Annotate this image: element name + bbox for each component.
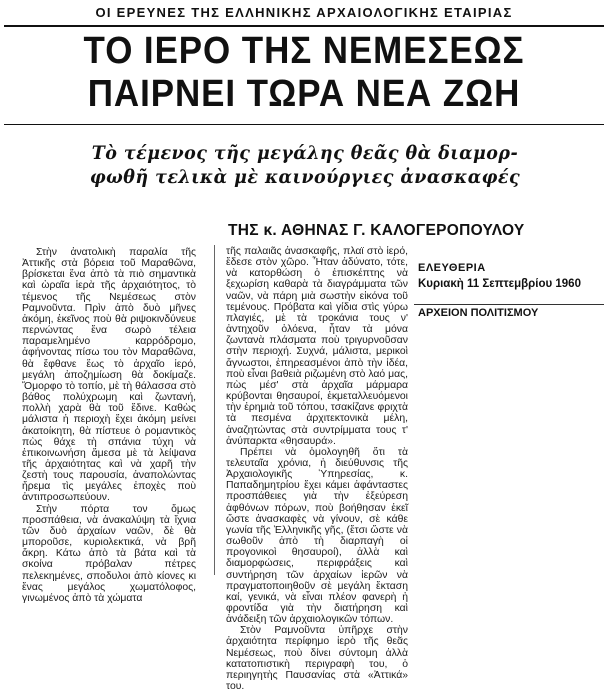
paragraph: Στὴν πόρτα τον ὅμως προσπάθεια, νὰ ἀνακαλύψη τὰ ἴχνια τῶν δυὸ ἀρχαίων ναῶν, δὲ θὰ μποροῦσε, κυριολεκτικά, νὰ βρῆ ἄκρη. Κάτω ἀπὸ τὰ βάτα καὶ τὰ σκοίνα πρόβαλαν πέτρες πελεκημένες, σποδυλοι ἀπὸ κίονες κι ἕνας μεγάλος χωματόλοφος, γινωμένος ἀπὸ τὰ χώματα xyxy=(22,503,196,604)
subhead-line-1: Τὸ τέμενος τῆς μεγάλης θεᾶς θὰ διαμορ- xyxy=(91,142,519,164)
source-info xyxy=(418,262,602,319)
publication-date: Κυριακὴ 11 Σεπτεμβρίου 1960 xyxy=(418,278,581,290)
article-column-1 xyxy=(22,247,196,604)
subhead-line-2: φωθῆ τελικὰ μὲ καινούργιες ἀνασκαφές xyxy=(89,166,521,188)
paragraph: τῆς παλαιᾶς ἀνασκαφῆς, πλαϊ στὸ ἱερό, ἔδεσε στὸν χῶρο. Ἦταν ἀδύνατο, τότε, νὰ κατορθώση ὁ ἐπισκέπτης νὰ ξεχωρίση καθαρὰ τὰ διαγράμματα τῶν ναῶν, νὰ πάρη μιὰ σωστὴν εἰκόνα τοῦ τεμένους. Πρόβατα καὶ γίδια στὶς γύρω πλαγιές, μὲ τὰ τροκάνια τους ν' ἀντηχοῦν ὁλόενα, ἦταν τὰ μόνα ζωντανὰ πλάσματα ποὺ τριγυρνοῦσαν στὴν περιοχή. Συχνά, μάλιστα, μερικοὶ ἄγνωστοι, ἐπηρεασμένοι ἀπὸ τὴν ἰδέα, ποὺ εἶναι βαθειὰ ριζωμένη στὸ λαό μας, πὼς μέσ' στὰ ἀρχαῖα μάρμαρα κρύβονται θησαυροί, ἐκμεταλλευόμενοι τὴν ἐρημιὰ τοῦ τόπου, τσακίζανε φριχτὰ τὰ πεσμένα ἀρχιτεκτονικὰ μέλη, ἀναζητώντας στὰ συντρίμματα τους τ' ἀνύπαρκτα «θησαυρά». xyxy=(226,246,408,447)
archive-label: ΑΡΧΕΙΟΝ ΠΟΛΙΤΙΣΜΟΥ xyxy=(418,307,539,319)
column-divider xyxy=(214,245,215,575)
paragraph: Στὸν Ραμνοῦντα ὑπῆρχε στὴν ἀρχαιότητα περίφημο ἱερὸ τῆς θεᾶς Νεμέσεως, ποὺ δίνει σύντομη ἀλλὰ κατατοπιστικὴ περιγραφὴ του, ὁ περιηγητὴς Παυσανίας στὰ «Ἀττικά» του. xyxy=(226,625,408,692)
article-column-2 xyxy=(226,246,408,692)
paragraph: Στὴν ἀνατολικὴ παραλία τῆς Ἀττικῆς στὰ βόρεια τοῦ Μαραθῶνα, βρίσκεται ἕνα ἀπὸ τὰ πιὸ σημαντικὰ καὶ ὡραῖα ἱερὰ τῆς ἀρχαιότητος, τὸ τέμενος τῆς Νεμέσεως στὸν Ραμνοῦντα. Πρὶν ἀπὸ δυὸ μῆνες ἀκόμη, ἐκεῖνος ποὺ θὰ ριψοκινδύνευε περνώντας ἕνα σωρὸ τέλεια παραμελημένο καρρόδρομο, ἀφήνοντας πίσω του τὸν Μαραθῶνα, θὰ ἔφθανε ἕως τὸ ἀρχαῖο ἱερό, μεγάλη ἀποζημίωση θὰ δοκίμαζε. Ὅμορφο τὸ τοπίο, μὲ τὴ θάλασσα στὸ βάθος πολύχρωμη καὶ ζωντανή, πολλὴ χαρὰ θὰ τοῦ ἔδινε. Καθὼς μάλιστα ἡ περιοχὴ ἔχει ἀκόμη μείνει ἀκατοίκητη, θὰ πίστευε ὁ ρομαντικὸς πὼς θάχε τὴ σπάνια τύχη νὰ ἐπικοινωνήση ἄμεσα μὲ τὰ λείψανα τῆς ἀρχαιότητας καὶ νὰ χαρῆ τὴν ζεστὴ τους παρουσία, ἀναπολώντας ἤρεμα τὶς μεγάλες ἐποχὲς ποὺ ἀντιπροσωπεύουν. xyxy=(22,247,196,504)
kicker-line: ΟΙ ΕΡΕΥΝΕΣ ΤΗΣ ΕΛΛΗΝΙΚΗΣ ΑΡΧΑΙΟΛΟΓΙΚΗΣ ΕΤΑΙΡΙΑΣ xyxy=(95,5,513,20)
byline: ΤΗΣ κ. ΑΘΗΝΑΣ Γ. ΚΑΛΟΓΕΡΟΠΟΥΛΟΥ xyxy=(228,222,525,239)
publication-name: ΕΛΕΥΘΕΡΙΑ xyxy=(418,262,486,274)
headline-rule xyxy=(4,124,604,125)
top-rule xyxy=(4,25,604,27)
headline-line-2: ΠΑΙΡΝΕΙ ΤΩΡΑ ΝΕΑ ΖΩΗ xyxy=(87,73,521,115)
paragraph: Πρέπει νὰ ὁμολογηθῆ ὅτι τὰ τελευταῖα χρόνια, ἡ διεύθυνσις τῆς Ἀρχαιολογικῆς Ὑπηρεσίας, κ. Παπαδημητρίου ἔχει κάμει ἀφάνταστες προσπάθειες γιὰ τὴν ἐξεύρεση ἀφθόνων πόρων, ποὺ βοήθησαν ἐκεῖ ὥστε ἀνασκαφὲς νὰ γίνουν, σὲ κάθε γωνία τῆς Ἑλληνικῆς γῆς, (ἔτσι ὥστε νὰ σωθοῦν ἀπὸ τὴ διαρπαγὴ οἱ προγονικοὶ θησαυροί), ἀλλὰ καὶ διαμορφώσεις, περιφράξεις καὶ συντήρηση τῶν ἀρχαίων ἱερῶν νὰ πραγματοποιηθοῦν σὲ μεγάλη ἔκταση καί, γενικά, νὰ εἶναι πλέον φανερὴ ἡ φροντίδα γιὰ τὴν διατήρηση καὶ ἀνάδειξη τῶν ἀρχαιολογικῶν τόπων. xyxy=(226,446,408,626)
headline-line-1: ΤΟ ΙΕΡΟ ΤΗΣ ΝΕΜΕΣΕΩΣ xyxy=(83,30,525,72)
